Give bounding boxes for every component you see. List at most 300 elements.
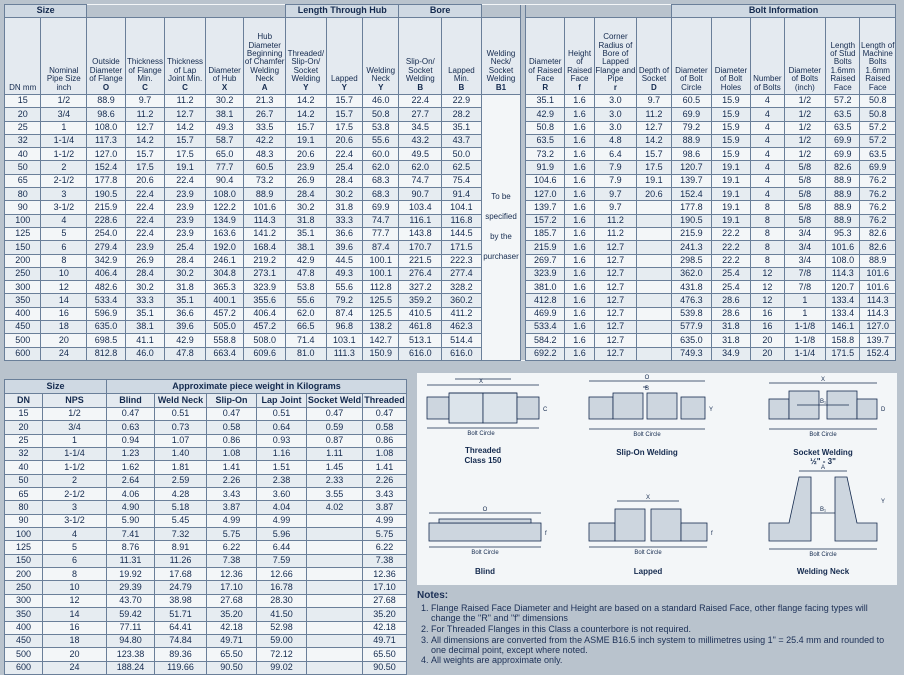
group-header-blank (481, 5, 521, 18)
table-cell: 1-1/4 (43, 448, 107, 461)
label-bolt-circle: Bolt Circle (634, 550, 662, 556)
table-cell: 0.63 (107, 421, 155, 434)
table-cell: 82.6 (860, 241, 896, 254)
table-cell: 1 (784, 307, 826, 320)
table-cell: 150 (5, 554, 43, 567)
table-cell (307, 634, 363, 647)
table-cell: 0.47 (107, 408, 155, 421)
lapped-flange-drawing (589, 501, 707, 547)
label-b1: B₁ (819, 507, 827, 513)
table-cell: 30.2 (286, 201, 327, 214)
table-row (5, 568, 407, 581)
table-cell: 31.8 (326, 201, 362, 214)
column-header-label: Diameter of Hub (208, 65, 241, 84)
table-cell: 65 (5, 174, 41, 187)
table-cell: 1.6 (564, 241, 594, 254)
table-cell: 43.70 (107, 594, 155, 607)
table-cell (307, 554, 363, 567)
table-cell: 51.71 (155, 608, 207, 621)
table-cell: 616.0 (399, 347, 442, 360)
table-row (5, 488, 407, 501)
table-cell: 4 (43, 528, 107, 541)
table-cell: 150 (5, 241, 41, 254)
column-header (636, 18, 671, 95)
table-row (5, 347, 896, 360)
table-cell: 114.3 (860, 294, 896, 307)
table-cell: 98.6 (87, 108, 126, 121)
table-cell: 73.2 (244, 174, 286, 187)
table-cell: 23.9 (125, 241, 165, 254)
table-cell: 22.4 (326, 148, 362, 161)
table-cell: 327.2 (399, 281, 442, 294)
table-cell: 185.7 (526, 227, 565, 240)
table-row (5, 514, 407, 527)
table-cell: 3.87 (363, 501, 407, 514)
table-cell: 40 (5, 461, 43, 474)
table-cell: 28.4 (125, 267, 165, 280)
table-cell: 63.5 (526, 134, 565, 147)
group-header-bore: Bore (399, 5, 481, 18)
table-cell: 635.0 (87, 321, 126, 334)
table-cell: 400.1 (205, 294, 244, 307)
note-item: 2. For Threaded Flanges in this Class a counterbore is not required. (431, 625, 897, 635)
table-row (5, 214, 896, 227)
column-header (784, 18, 826, 95)
table-cell: 1.6 (564, 201, 594, 214)
table-cell: 0.58 (363, 421, 407, 434)
table-cell: 60.5 (244, 161, 286, 174)
table-cell: 609.6 (244, 347, 286, 360)
table-cell: 412.8 (526, 294, 565, 307)
table-cell: 8 (751, 241, 784, 254)
table-cell: 406.4 (87, 267, 126, 280)
table-cell: 4.02 (307, 501, 363, 514)
table-cell: 90.50 (363, 661, 407, 674)
table-cell: 100 (5, 528, 43, 541)
flange-diagrams (417, 373, 897, 585)
table-cell: 10 (43, 581, 107, 594)
table-cell: 12 (41, 281, 87, 294)
table-row (5, 201, 896, 214)
table-cell: 53.8 (286, 281, 327, 294)
table-cell: 3 (41, 188, 87, 201)
table-cell: 50.8 (526, 121, 565, 134)
table-cell: 69.9 (826, 148, 860, 161)
table-cell: 65.50 (207, 648, 257, 661)
caption-blind: Blind (475, 567, 495, 576)
table-row (5, 421, 407, 434)
table-cell: 12 (751, 281, 784, 294)
table-cell: 91.9 (526, 161, 565, 174)
table-cell (636, 201, 671, 214)
table-cell: 22.4 (125, 214, 165, 227)
table-cell: 44.5 (326, 254, 362, 267)
table-cell: 0.73 (155, 421, 207, 434)
table-cell: 1.6 (564, 267, 594, 280)
table-cell: 24 (43, 661, 107, 674)
table-cell: 7.38 (207, 554, 257, 567)
table-cell: 69.9 (860, 161, 896, 174)
table-cell (636, 321, 671, 334)
table-row (5, 461, 407, 474)
weight-column-header: Lap Joint (257, 394, 307, 408)
table-cell: 3.87 (207, 501, 257, 514)
table-cell: 22.2 (711, 227, 751, 240)
table-row (5, 434, 407, 447)
table-cell: 8.91 (155, 541, 207, 554)
label-f: f (545, 531, 547, 537)
table-cell: 15.9 (711, 95, 751, 108)
table-cell: 462.3 (442, 321, 482, 334)
table-cell: 65.0 (205, 148, 244, 161)
table-cell: 3.0 (595, 121, 637, 134)
table-cell: 1/2 (784, 95, 826, 108)
table-cell: 1.6 (564, 227, 594, 240)
table-cell: 11.2 (125, 108, 165, 121)
table-cell: 2.59 (155, 474, 207, 487)
column-header-symbol: Y (341, 82, 347, 92)
table-cell: 298.5 (672, 254, 712, 267)
table-row (5, 554, 407, 567)
table-cell: 584.2 (526, 334, 565, 347)
table-cell: 19.1 (711, 201, 751, 214)
table-cell: 20 (751, 347, 784, 360)
weight-table (4, 379, 407, 675)
table-cell: 76.2 (860, 201, 896, 214)
table-cell: 35.1 (442, 121, 482, 134)
table-row (5, 241, 896, 254)
table-cell: 1.6 (564, 161, 594, 174)
table-cell: 254.0 (87, 227, 126, 240)
table-cell: 15.9 (711, 148, 751, 161)
table-cell: 8 (751, 254, 784, 267)
table-cell: 4 (41, 214, 87, 227)
table-cell: 101.6 (244, 201, 286, 214)
table-cell: 431.8 (672, 281, 712, 294)
caption-slip-on: Slip-On Welding (616, 448, 678, 457)
table-cell: 40 (5, 148, 41, 161)
table-cell (636, 294, 671, 307)
column-header (5, 18, 41, 95)
table-cell: 12.7 (595, 281, 637, 294)
table-cell: 12.36 (363, 568, 407, 581)
table-cell: 0.47 (207, 408, 257, 421)
table-cell: 15.9 (711, 134, 751, 147)
table-cell: 1-1/8 (784, 334, 826, 347)
column-header-label: Outside Diameter of Flange (89, 57, 123, 84)
label-x: X (478, 379, 484, 385)
table-cell: 5.45 (155, 514, 207, 527)
table-cell: 11.2 (595, 214, 637, 227)
table-cell: 0.51 (257, 408, 307, 421)
table-cell: 1/2 (41, 95, 87, 108)
column-header-symbol: R (542, 82, 549, 92)
table-cell: 69.9 (363, 201, 399, 214)
table-cell: 4 (751, 108, 784, 121)
table-cell: 20 (751, 334, 784, 347)
column-header-symbol: C (142, 82, 148, 92)
group-header-size: Size (5, 5, 87, 18)
table-cell: 88.9 (244, 188, 286, 201)
table-cell: 6 (41, 241, 87, 254)
column-header-symbol: f (578, 82, 581, 92)
table-cell: 100 (5, 214, 41, 227)
table-cell: 38.98 (155, 594, 207, 607)
table-cell: 35.20 (207, 608, 257, 621)
table-cell: 23.9 (165, 227, 206, 240)
table-cell: 2.26 (363, 474, 407, 487)
table-cell: 190.5 (672, 214, 712, 227)
table-cell: 360.2 (442, 294, 482, 307)
table-cell: 1.41 (207, 461, 257, 474)
table-row (5, 307, 896, 320)
notes-title: Notes: (417, 590, 449, 601)
table-cell: 19.1 (711, 214, 751, 227)
column-header (564, 18, 594, 95)
table-cell: 17.10 (363, 581, 407, 594)
table-cell: 177.8 (87, 174, 126, 187)
table-cell: 269.7 (526, 254, 565, 267)
table-row (5, 528, 407, 541)
column-header-symbol: A (261, 82, 268, 92)
table-cell: 35.1 (125, 307, 165, 320)
table-row (5, 474, 407, 487)
table-cell: 141.2 (244, 227, 286, 240)
table-cell: 74.7 (363, 214, 399, 227)
weight-column-header: Threaded (363, 394, 407, 408)
table-cell: 27.68 (207, 594, 257, 607)
table-cell: 215.9 (87, 201, 126, 214)
table-cell: 1 (41, 121, 87, 134)
table-cell: 20.6 (326, 134, 362, 147)
table-cell: 15.7 (165, 134, 206, 147)
table-cell: 89.36 (155, 648, 207, 661)
table-cell: 1.6 (564, 281, 594, 294)
table-cell: 87.4 (326, 307, 362, 320)
table-cell: 246.1 (205, 254, 244, 267)
table-cell: 539.8 (672, 307, 712, 320)
table-cell: 365.3 (205, 281, 244, 294)
table-cell: 1.81 (155, 461, 207, 474)
table-cell: 88.9 (672, 134, 712, 147)
table-cell: 2.33 (307, 474, 363, 487)
table-cell: 47.8 (165, 347, 206, 360)
table-cell: 1.07 (155, 434, 207, 447)
table-cell: 1-1/2 (43, 461, 107, 474)
table-cell: 28.4 (165, 254, 206, 267)
table-cell: 168.4 (244, 241, 286, 254)
label-f: f (711, 531, 713, 537)
table-cell: 117.3 (87, 134, 126, 147)
table-cell: 3.0 (595, 95, 637, 108)
table-cell: 42.2 (244, 134, 286, 147)
table-cell: 1.6 (564, 254, 594, 267)
table-cell: 359.2 (399, 294, 442, 307)
group-header-blank (526, 5, 672, 18)
label-o: O (482, 507, 488, 513)
table-cell: 1/2 (784, 108, 826, 121)
table-cell: 457.2 (205, 307, 244, 320)
table-cell: 101.6 (860, 281, 896, 294)
table-cell: 127.0 (526, 188, 565, 201)
table-cell: 31.8 (165, 281, 206, 294)
table-cell: 8 (751, 214, 784, 227)
table-cell: 8 (41, 254, 87, 267)
table-cell: 90 (5, 514, 43, 527)
table-cell: 134.9 (205, 214, 244, 227)
table-cell: 38.1 (125, 321, 165, 334)
table-cell: 33.3 (125, 294, 165, 307)
table-row (5, 121, 896, 134)
table-cell: 111.3 (326, 347, 362, 360)
table-cell: 30.2 (165, 267, 206, 280)
table-cell: 4.99 (363, 514, 407, 527)
table-cell: 119.66 (155, 661, 207, 674)
table-cell: 171.5 (442, 241, 482, 254)
threaded-flange-drawing (427, 379, 539, 428)
table-cell: 6.22 (363, 541, 407, 554)
table-cell: 95.3 (826, 227, 860, 240)
table-cell: 1.6 (564, 334, 594, 347)
table-cell: 300 (5, 281, 41, 294)
table-cell: 50 (5, 474, 43, 487)
table-cell: 4.28 (155, 488, 207, 501)
table-cell: 25.4 (711, 267, 751, 280)
table-cell: 34.9 (711, 347, 751, 360)
table-cell: 24 (41, 347, 87, 360)
table-cell: 139.7 (526, 201, 565, 214)
table-cell (307, 514, 363, 527)
table-cell: 7.38 (363, 554, 407, 567)
label-y: Y (881, 499, 886, 505)
table-cell: 43.7 (442, 134, 482, 147)
table-cell: 57.2 (860, 121, 896, 134)
table-cell: 5.75 (207, 528, 257, 541)
table-cell: 69.9 (826, 134, 860, 147)
table-cell: 87.4 (363, 241, 399, 254)
table-cell: 25.4 (711, 281, 751, 294)
table-cell: 125 (5, 541, 43, 554)
table-cell (307, 621, 363, 634)
column-header-label: Length of Machine Bolts 1.6mm Raised Face (861, 40, 895, 92)
note-item: 4. All weights are approximate only. (431, 656, 897, 666)
table-cell: 39.6 (326, 241, 362, 254)
table-cell: 20.6 (125, 174, 165, 187)
table-cell: 3/4 (784, 241, 826, 254)
table-cell: 5.75 (363, 528, 407, 541)
table-row (5, 621, 407, 634)
table-cell: 64.41 (155, 621, 207, 634)
table-cell: 6 (43, 554, 107, 567)
socket-weld-flange-drawing (769, 383, 877, 429)
table-cell: 15.9 (711, 121, 751, 134)
table-cell: 27.7 (399, 108, 442, 121)
table-cell: 12.66 (257, 568, 307, 581)
table-cell: 0.87 (307, 434, 363, 447)
table-cell: 133.4 (826, 307, 860, 320)
table-cell: 36.6 (165, 307, 206, 320)
table-cell: 65.50 (363, 648, 407, 661)
table-cell: 3.55 (307, 488, 363, 501)
table-cell: 158.8 (826, 334, 860, 347)
column-header-label: Height of Raised Face (567, 49, 592, 84)
table-cell: 120.7 (826, 281, 860, 294)
table-cell: 6.44 (257, 541, 307, 554)
table-cell (636, 307, 671, 320)
table-cell: 38.1 (205, 108, 244, 121)
table-cell: 108.0 (826, 254, 860, 267)
table-cell: 381.0 (526, 281, 565, 294)
table-cell: 22.4 (125, 201, 165, 214)
table-cell: 2-1/2 (43, 488, 107, 501)
table-cell: 9.7 (125, 95, 165, 108)
caption-socket-weld: Socket Welding (793, 448, 853, 457)
table-cell (307, 541, 363, 554)
table-cell: 323.9 (244, 281, 286, 294)
table-row (5, 594, 407, 607)
column-header-label: Thickness of Lap Joint Min. (167, 57, 204, 84)
table-cell: 0.86 (207, 434, 257, 447)
table-cell: 20 (41, 334, 87, 347)
table-cell: 1-1/2 (41, 148, 87, 161)
table-cell: 127.0 (860, 321, 896, 334)
table-row (5, 134, 896, 147)
table-cell: 114.3 (860, 307, 896, 320)
table-cell (636, 281, 671, 294)
table-cell: 20.6 (636, 188, 671, 201)
table-cell: 17.5 (165, 148, 206, 161)
table-cell: 23.9 (165, 201, 206, 214)
table-cell: 35.20 (363, 608, 407, 621)
table-cell: 1.62 (107, 461, 155, 474)
table-cell: 63.5 (826, 108, 860, 121)
table-cell: 39.6 (165, 321, 206, 334)
table-cell: 350 (5, 294, 41, 307)
table-cell: 4 (751, 95, 784, 108)
table-cell: 0.58 (207, 421, 257, 434)
table-cell: 16 (751, 321, 784, 334)
table-cell: 3/4 (43, 421, 107, 434)
column-header-label: Depth of Socket (638, 65, 670, 84)
table-cell: 1.08 (363, 448, 407, 461)
table-cell: 400 (5, 621, 43, 634)
table-cell: 450 (5, 321, 41, 334)
table-cell: 4 (751, 174, 784, 187)
table-cell: 96.8 (326, 321, 362, 334)
table-cell: 1 (43, 434, 107, 447)
table-cell: 77.11 (107, 621, 155, 634)
table-cell: 3/4 (41, 108, 87, 121)
table-cell: 222.3 (442, 254, 482, 267)
table-cell: 42.18 (363, 621, 407, 634)
table-cell: 82.6 (826, 161, 860, 174)
table-cell: 60.5 (672, 95, 712, 108)
table-cell: 31.8 (711, 321, 751, 334)
table-cell: 177.8 (672, 201, 712, 214)
table-cell: 146.1 (826, 321, 860, 334)
table-cell: 400 (5, 307, 41, 320)
table-cell: 57.2 (826, 95, 860, 108)
table-cell: 7/8 (784, 267, 826, 280)
table-cell: 1-1/8 (784, 321, 826, 334)
label-bolt-circle: Bolt Circle (471, 550, 499, 556)
table-cell: 76.2 (860, 214, 896, 227)
table-cell: 1.11 (307, 448, 363, 461)
table-cell: 74.7 (399, 174, 442, 187)
table-cell: 5/8 (784, 174, 826, 187)
table-cell: 60.0 (363, 148, 399, 161)
table-cell: 328.2 (442, 281, 482, 294)
